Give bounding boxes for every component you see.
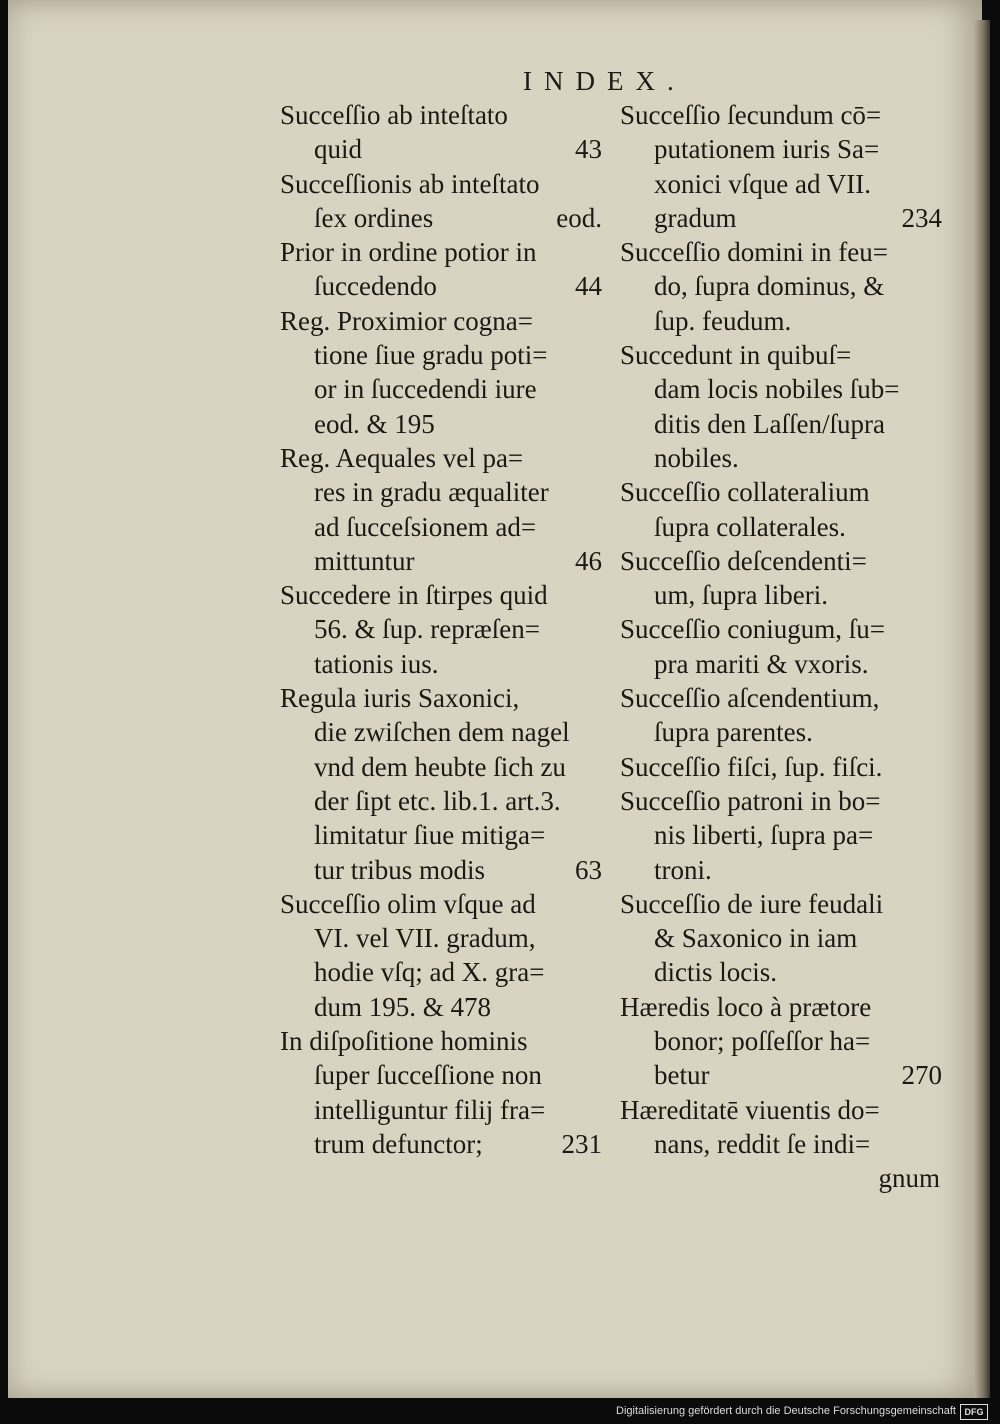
index-page-number: 46 (575, 545, 602, 576)
index-entry-text: intelliguntur filij fra= (314, 1094, 546, 1125)
index-line (280, 1024, 610, 1058)
index-entry-text: quid (314, 134, 363, 165)
index-entry-text: Succeſſio coniugum, ſu= (620, 614, 885, 645)
index-entry-text: pra mariti & vxoris. (654, 648, 869, 679)
index-line (620, 1058, 950, 1092)
index-line (280, 269, 610, 303)
index-line (620, 955, 950, 989)
index-entry-text: die zwiſchen dem nagel (314, 717, 570, 748)
index-entry-text: xonici vſque ad VII. (654, 168, 871, 199)
index-entry-text: trum defunctor; (314, 1128, 483, 1159)
index-entry-text: ſupra parentes. (654, 717, 813, 748)
index-line (280, 1058, 610, 1092)
index-line (620, 1127, 950, 1161)
index-entry-text: tationis ius. (314, 648, 439, 679)
index-entry-text: tur tribus modis (314, 854, 486, 885)
index-line (280, 955, 610, 989)
index-entry-text: nobiles. (654, 442, 739, 473)
index-line (280, 921, 610, 955)
index-entry-text: Succedere in ſtirpes quid (280, 580, 548, 611)
index-line (620, 132, 950, 166)
index-line (620, 407, 950, 441)
index-entry-text: um, ſupra liberi. (654, 580, 828, 611)
index-line (620, 887, 950, 921)
index-line (280, 681, 610, 715)
index-entry-text: ſex ordines (314, 202, 434, 233)
index-line (620, 269, 950, 303)
index-line (280, 510, 610, 544)
index-page-number: 270 (901, 1060, 942, 1091)
index-entry-text: res in gradu æqualiter (314, 477, 549, 508)
dfg-logo: DFG (960, 1404, 988, 1420)
index-page-number: 231 (561, 1128, 602, 1159)
index-entry-text: & Saxonico in iam (654, 923, 858, 954)
index-entry-text: nans, reddit ſe indi= (654, 1128, 871, 1159)
index-entry-text: ſuper ſucceſſione non (314, 1060, 542, 1091)
index-line (620, 544, 950, 578)
index-line (620, 372, 950, 406)
index-entry-text: Hæredis loco à prætore (620, 991, 872, 1022)
index-entry-text: Reg. Aequales vel pa= (280, 442, 524, 473)
index-entry-text: Prior in ordine potior in (280, 237, 537, 268)
digitization-credit: Digitalisierung gefördert durch die Deutsche Forschungsgemeinschaft (616, 1405, 956, 1417)
index-page-number: eod. (556, 202, 602, 233)
index-entry-text: mittuntur (314, 545, 415, 576)
index-line (620, 715, 950, 749)
index-line (280, 784, 610, 818)
index-line (620, 578, 950, 612)
index-line (620, 475, 950, 509)
index-line (280, 338, 610, 372)
index-line (280, 750, 610, 784)
index-line (280, 818, 610, 852)
index-entry-text: eod. & 195 (314, 408, 435, 439)
index-entry-text: Succeſſio ab inteſtato (280, 100, 508, 130)
page-edge (974, 20, 990, 1398)
index-entry-text: vnd dem heubte ſich zu (314, 751, 566, 782)
index-column-left (280, 98, 610, 1161)
index-entry-text: Succeſſio aſcendentium, (620, 683, 880, 714)
index-line (620, 338, 950, 372)
index-entry-text: betur (654, 1060, 710, 1091)
index-line (620, 441, 950, 475)
index-line (280, 544, 610, 578)
index-line (620, 201, 950, 235)
index-line (280, 1093, 610, 1127)
index-line (620, 990, 950, 1024)
index-line (280, 578, 610, 612)
index-line (620, 1093, 950, 1127)
index-entry-text: Regula iuris Saxonici, (280, 683, 520, 714)
index-entry-text: nis liberti, ſupra pa= (654, 820, 874, 851)
index-line (620, 853, 950, 887)
index-line (280, 715, 610, 749)
index-line (280, 304, 610, 338)
index-entry-text: 56. & ſup. repræſen= (314, 614, 540, 645)
index-entry-text: ad ſucceſsionem ad= (314, 511, 537, 542)
index-entry-text: Succedunt in quibuſ= (620, 340, 852, 371)
index-entry-text: gradum (654, 202, 737, 233)
index-line (280, 887, 610, 921)
index-entry-text: bonor; poſſeſſor ha= (654, 1026, 871, 1057)
index-entry-text: ſup. feudum. (654, 305, 792, 336)
index-line (280, 441, 610, 475)
index-entry-text: Succeſſio collateralium (620, 477, 870, 508)
index-entry-text: dum 195. & 478 (314, 991, 492, 1022)
index-entry-text: Hæreditatē viuentis do= (620, 1094, 880, 1125)
page-header: INDEX. (523, 66, 686, 96)
index-line (280, 201, 610, 235)
index-line (620, 98, 950, 132)
index-page-number: 44 (575, 271, 602, 302)
index-line (280, 990, 610, 1024)
index-entry-text: Succeſſio patroni in bo= (620, 785, 881, 816)
index-entry-text: do, ſupra dominus, & (654, 271, 885, 302)
index-line (620, 510, 950, 544)
index-line (620, 612, 950, 646)
index-entry-text: VI. vel VII. gradum, (314, 923, 536, 954)
index-entry-text: Succeſſio ſecundum cō= (620, 100, 882, 130)
index-entry-text: Reg. Proximior cogna= (280, 305, 533, 336)
index-line (620, 784, 950, 818)
index-line (620, 235, 950, 269)
index-entry-text: gnum (878, 1163, 940, 1194)
index-entry-text: putationem iuris Sa= (654, 134, 880, 165)
index-entry-text: troni. (654, 854, 712, 885)
index-entry-text: limitatur ſiue mitiga= (314, 820, 546, 851)
index-entry-text: der ſipt etc. lib.1. art.3. (314, 785, 561, 816)
index-line (280, 372, 610, 406)
index-entry-text: ſupra collaterales. (654, 511, 846, 542)
index-entry-text: Succeſſionis ab inteſtato (280, 168, 540, 199)
index-line (280, 235, 610, 269)
index-page-number: 63 (575, 854, 602, 885)
index-line (280, 612, 610, 646)
index-line (280, 853, 610, 887)
index-entry-text: tione ſiue gradu poti= (314, 340, 548, 371)
index-entry-text: Succeſſio olim vſque ad (280, 888, 536, 919)
scanned-page (8, 0, 982, 1398)
index-line (620, 1161, 950, 1195)
index-page-number: 234 (901, 202, 942, 233)
index-line (280, 407, 610, 441)
index-entry-text: Succeſſio domini in feu= (620, 237, 888, 268)
index-entry-text: In diſpoſitione hominis (280, 1026, 528, 1057)
index-line (620, 750, 950, 784)
index-entry-text: Succeſſio fiſci, ſup. fiſci. (620, 751, 883, 782)
index-entry-text: hodie vſq; ad X. gra= (314, 957, 545, 988)
index-entry-text: ditis den Laſſen/ſupra (654, 408, 885, 439)
index-line (280, 475, 610, 509)
index-entry-text: or in ſuccedendi iure (314, 374, 537, 405)
index-line (620, 1024, 950, 1058)
index-entry-text: dictis locis. (654, 957, 777, 988)
index-entry-text: Succeſſio deſcendenti= (620, 545, 867, 576)
index-entry-text: ſuccedendo (314, 271, 437, 302)
index-page-number: 43 (575, 134, 602, 165)
index-line (280, 98, 610, 132)
index-line (620, 167, 950, 201)
index-line (280, 132, 610, 166)
index-line (620, 818, 950, 852)
index-line (620, 304, 950, 338)
index-line (620, 921, 950, 955)
index-column-right (620, 98, 950, 1196)
index-line (280, 1127, 610, 1161)
index-entry-text: Succeſſio de iure feudali (620, 888, 884, 919)
index-line (280, 167, 610, 201)
index-entry-text: dam locis nobiles ſub= (654, 374, 900, 405)
footer-bar (0, 1400, 1000, 1424)
index-line (620, 647, 950, 681)
index-line (620, 681, 950, 715)
index-line (280, 647, 610, 681)
